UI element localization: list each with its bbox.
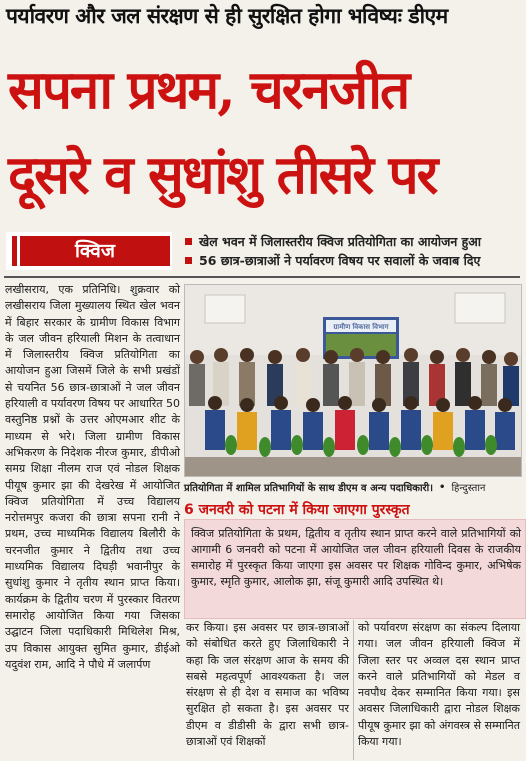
group-photo [184, 284, 522, 477]
bullet-item [185, 232, 520, 251]
photo-banner-text: ग्रामीण विकास विभाग [333, 323, 389, 331]
subheading: 6 जनवरी को पटना में किया जाएगा पुरस्कृत [184, 502, 410, 518]
article-column-3: को पर्यावरण संरक्षण का संकल्प दिलाया गया। जल जीवन हरियाली क्विज में जिला स्तर पर अव्वल दस स्थान प्राप्त करने वाले प्रतिभागियों को मेडल व नवपौध देकर सम्मानित किया गया। इस अवसर जिलाधिकारी द्वारा नोडल शिक्षक पीयूष कुमार झा को अंगवस्त्र से सम्मानित किया गया। [358, 621, 520, 749]
bullet-item [185, 251, 520, 270]
photo-caption-text: प्रतियोगिता में शामिल प्रतिभागियों के साथ डीएम व अन्य पदाधिकारी। [184, 483, 434, 494]
credit-bullet-icon: • [439, 481, 446, 493]
highlight-box [184, 519, 526, 619]
section-badge [6, 232, 172, 270]
highlight-text: क्विज प्रतियोगिता के प्रथम, द्वितीय व तृतीय स्थान प्राप्त करने वाले प्रतिभागियों को आगामी 6 जनवरी को पटना में आयोजित जल जीवन हरियाली दिवस के राजकीय समारोह में पुरस्कृत किया जाएगा इस अवसर पर शिक्षक गोविन्द कुमार, अभिषेक कुमार, स्मृति कुमार, आलोक झा, संजू कुमारी आदि उपस्थित थे। [191, 527, 521, 588]
photo-credit: हिन्दुस्तान [451, 483, 486, 494]
bullet-square-icon [185, 257, 192, 264]
section-divider [4, 276, 520, 278]
group-photo-illustration [185, 285, 521, 476]
column-divider [353, 620, 354, 760]
article-column-2: कर किया। इस अवसर पर छात्र-छात्राओं को संबोधित करते हुए जिलाधिकारी ने कहा कि जल संरक्षण आज के समय की सबसे महत्वपूर्ण आवश्यकता है। जल संरक्षण से ही देश व समाज का भविष्य सुरक्षित हो सकता है। इस अवसर पर डीएम व डीडीसी के द्वारा सभी छात्र-छात्राओं एवं शिक्षकों [186, 621, 349, 749]
badge-accent-bar [12, 236, 17, 266]
article-column-1: लखीसराय, एक प्रतिनिधि। शुक्रवार को लखीसराय जिला मुख्यालय स्थित खेल भवन में बिहार सरकार के ग्रामीण विकास विभाग के जल जीवन हरियाली मिशन के तत्वाधान में जिलास्तरीय क्विज प्रतियोगिता का आयोजन हुआ जिसमें जिले के सभी प्रखंडों से चयनित 56 छात्र-छात्राओं ने जल जीवन हरियाली व पर्यावरण विषय पर आधारित 50 वस्तुनिष्ठ प्रश्नों के उत्तर ओएमआर शीट के माध्यम से भरे। जिला ग्रामीण विकास अभिकरण के निदेशक नीरज कुमार, डीपीओ समग्र शिक्षा नीलम राज एवं नोडल शिक्षक पीयूष कुमार झा की देखरेख में आयोजित क्विज प्रतियोगिता में उच्च विद्यालय नरोत्तमपुर कजरा की छात्रा सपना रानी ने प्रथम, उच्च माध्यमिक विद्यालय बिलौरी के चरनजीत कुमार ने द्वितीय तथा उच्च माध्यमिक विद्यालय दिघड़ी भवानीपुर के सुधांशु कुमार ने तृतीय स्थान प्राप्त किया। कार्यक्रम के द्वितीय चरण में पुरस्कार वितरण समारोह आयोजित किया गया जिसका उद्घाटन जिला पदाधिकारी मिथिलेश मिश्र, उप विकास आयुक्त सुमित कुमार, डीईओ यदुवंश राम, आदि ने पौधे में जलार्पण [5, 283, 180, 671]
section-badge-label: क्विज [20, 236, 170, 266]
summary-bullets [185, 232, 520, 270]
bullet-text: 56 छात्र-छात्राओं ने पर्यावरण विषय पर सवालों के जवाब दिए [199, 253, 481, 268]
photo-caption [184, 478, 520, 496]
plants [225, 435, 497, 457]
bullet-square-icon [185, 238, 192, 245]
bullet-text: खेल भवन में जिलास्तरीय क्विज प्रतियोगिता का आयोजन हुआ [199, 234, 482, 249]
kicker-headline: पर्यावरण और जल संरक्षण से ही सुरक्षित होगा भविष्यः डीएम [6, 4, 448, 28]
headline-line-2: दूसरे व सुधांशु तीसरे पर [8, 144, 437, 206]
headline-line-1: सपना प्रथम, चरनजीत [8, 59, 409, 121]
